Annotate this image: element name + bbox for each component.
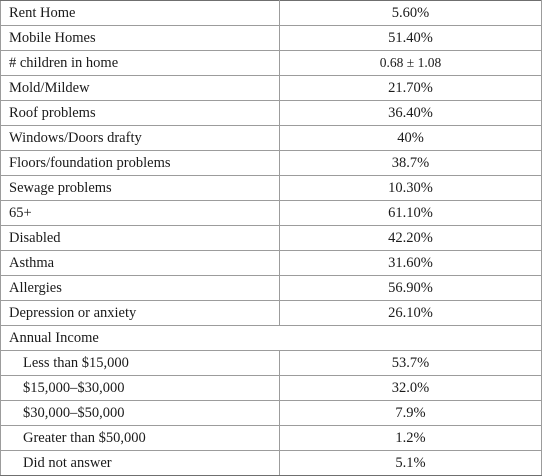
table-row [1,126,542,151]
income-row-label: $15,000–$30,000 [1,376,280,401]
income-row-value: 5.1% [280,451,542,476]
table-row [1,76,542,101]
table-row [1,276,542,301]
table-row [1,101,542,126]
table-row [1,351,542,376]
table-row [1,26,542,51]
table-row [1,226,542,251]
row-value: 10.30% [280,176,542,201]
table-row [1,301,542,326]
income-row-value: 32.0% [280,376,542,401]
row-label: Allergies [1,276,280,301]
table-row [1,376,542,401]
row-value: 42.20% [280,226,542,251]
row-value: 21.70% [280,76,542,101]
row-label: Mold/Mildew [1,76,280,101]
table-row [1,251,542,276]
row-label: # children in home [1,51,280,76]
income-row-label: Did not answer [1,451,280,476]
table-row [1,51,542,76]
row-label: Disabled [1,226,280,251]
income-section-header-row [1,326,542,351]
row-label: Asthma [1,251,280,276]
row-label: Rent Home [1,1,280,26]
table-row [1,426,542,451]
row-label: Roof problems [1,101,280,126]
row-value: 38.7% [280,151,542,176]
row-value: 36.40% [280,101,542,126]
row-label: Depression or anxiety [1,301,280,326]
row-label: Sewage problems [1,176,280,201]
table-row [1,176,542,201]
row-value: 51.40% [280,26,542,51]
income-row-label: Greater than $50,000 [1,426,280,451]
table-row [1,151,542,176]
row-value: 61.10% [280,201,542,226]
income-section-header: Annual Income [1,326,542,351]
row-label: Windows/Doors drafty [1,126,280,151]
row-value: 0.68 ± 1.08 [280,51,542,76]
income-row-value: 1.2% [280,426,542,451]
row-value: 56.90% [280,276,542,301]
row-value: 31.60% [280,251,542,276]
row-value: 26.10% [280,301,542,326]
table-row [1,451,542,476]
row-value: 5.60% [280,1,542,26]
income-row-label: Less than $15,000 [1,351,280,376]
row-label: Floors/foundation problems [1,151,280,176]
table-row [1,401,542,426]
row-label: 65+ [1,201,280,226]
row-value: 40% [280,126,542,151]
income-row-value: 7.9% [280,401,542,426]
row-label: Mobile Homes [1,26,280,51]
table-row [1,201,542,226]
table-row [1,1,542,26]
income-row-value: 53.7% [280,351,542,376]
income-row-label: $30,000–$50,000 [1,401,280,426]
